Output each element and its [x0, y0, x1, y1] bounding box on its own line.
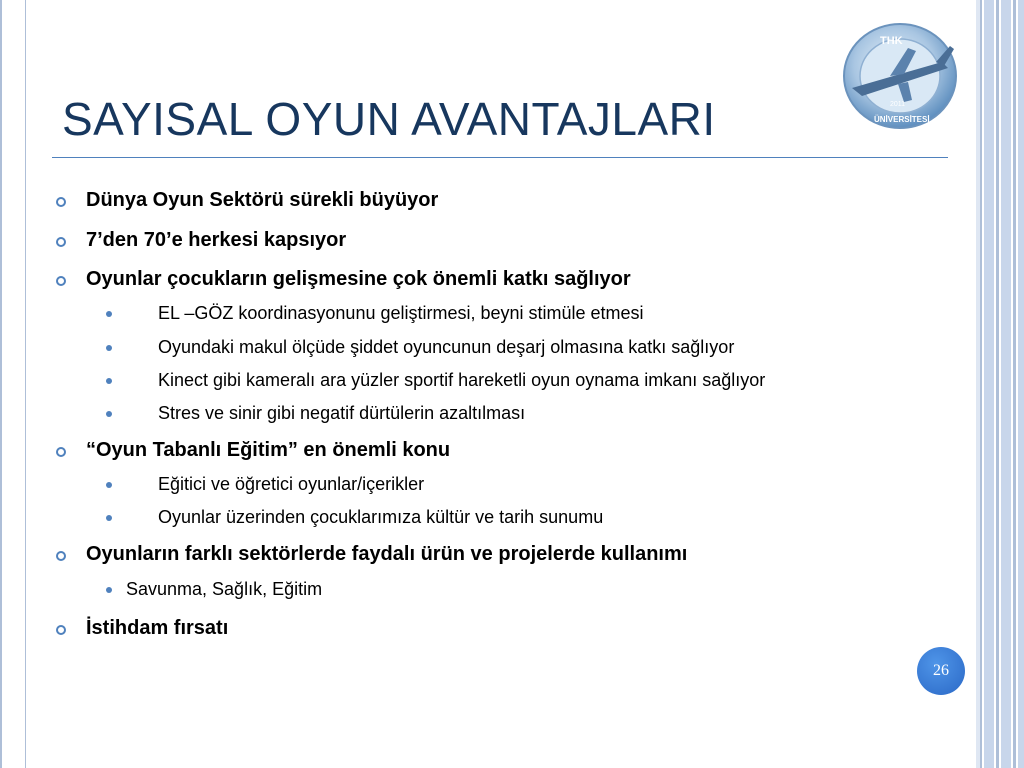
sub-bullet-marker	[106, 378, 112, 384]
sub-bullet-item: Stres ve sinir gibi negatif dürtülerin azaltılması	[158, 403, 526, 423]
bullet-marker	[56, 551, 66, 561]
page-number-badge: 26	[917, 647, 965, 695]
left-border-decoration	[0, 0, 26, 768]
bullet-item: Dünya Oyun Sektörü sürekli büyüyor	[86, 189, 439, 211]
sub-bullet-marker	[106, 482, 112, 488]
bullet-marker	[56, 447, 66, 457]
logo-top-text: THK	[880, 35, 903, 47]
sub-bullet-item: Kinect gibi kameralı ara yüzler sportif hareketli oyun oynama imkanı sağlıyor	[158, 370, 766, 390]
bullet-item: İstihdam fırsatı	[86, 617, 229, 639]
sub-bullet-item: Oyunlar üzerinden çocuklarımıza kültür ve tarih sunumu	[158, 507, 604, 527]
logo-year: 2011	[890, 101, 906, 108]
title-divider	[52, 157, 948, 158]
sub-bullet-marker	[106, 515, 112, 521]
logo-bottom-text: ÜNİVERSİTESİ	[874, 115, 930, 124]
bullet-item: “Oyun Tabanlı Eğitim” en önemli konu	[86, 439, 451, 461]
right-border-decoration	[976, 0, 1024, 768]
bullet-marker	[56, 237, 66, 247]
bullet-item: 7’den 70’e herkesi kapsıyor	[86, 229, 347, 251]
slide-title: SAYISAL OYUN AVANTAJLARI	[62, 93, 716, 145]
sub-bullet-marker	[106, 411, 112, 417]
sub-bullet-item: Savunma, Sağlık, Eğitim	[126, 579, 323, 599]
bullet-item: Oyunlar çocukların gelişmesine çok önemli katkı sağlıyor	[86, 268, 631, 290]
sub-bullet-marker	[106, 587, 112, 593]
bullet-marker	[56, 276, 66, 286]
bullet-item: Oyunların farklı sektörlerde faydalı ürün ve projelerde kullanımı	[86, 543, 688, 565]
sub-bullet-item: Eğitici ve öğretici oyunlar/içerikler	[158, 474, 425, 494]
university-logo	[838, 18, 964, 136]
sub-bullet-item: Oyundaki makul ölçüde şiddet oyuncunun deşarj olmasına katkı sağlıyor	[158, 337, 735, 357]
bullet-marker	[56, 197, 66, 207]
sub-bullet-marker	[106, 345, 112, 351]
sub-bullet-item: EL –GÖZ koordinasyonunu geliştirmesi, beyni stimüle etmesi	[158, 303, 644, 323]
bullet-marker	[56, 625, 66, 635]
sub-bullet-marker	[106, 311, 112, 317]
